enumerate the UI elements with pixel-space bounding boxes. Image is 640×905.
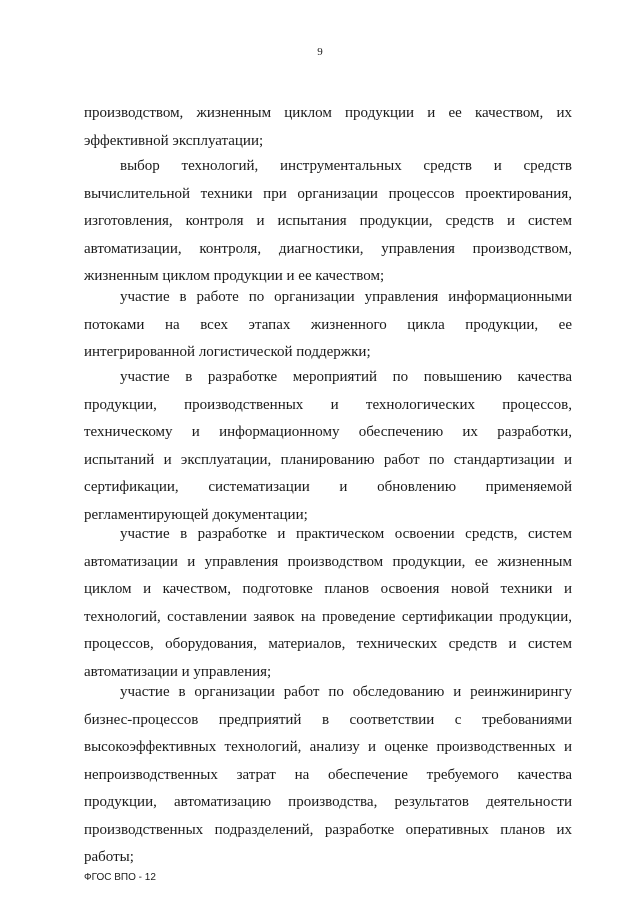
text-line: производственных подразделений, разработке оперативных планов их bbox=[84, 821, 572, 838]
text-line: эффективной эксплуатации; bbox=[84, 132, 264, 149]
text-line: участие в работе по организации управления информационными bbox=[120, 289, 572, 305]
text-line: испытаний и эксплуатации, планированию работ по стандартизации и bbox=[84, 451, 572, 468]
text-line: бизнес-процессов предприятий в соответствии с требованиями bbox=[84, 711, 572, 728]
text-line: непроизводственных затрат на обеспечение требуемого качества bbox=[84, 766, 572, 783]
text-line: автоматизации, контроля, диагностики, управления производством, bbox=[84, 240, 572, 257]
text-line: циклом и качеством, подготовке планов освоения новой техники и bbox=[84, 581, 572, 597]
text-line: производством, жизненным циклом продукции и ее качеством, их bbox=[84, 105, 572, 121]
paragraph bbox=[84, 364, 572, 529]
text-line: сертификации, систематизации и обновлению применяемой bbox=[84, 479, 572, 495]
page-number: 9 bbox=[317, 46, 323, 58]
footer-code: ФГОС ВПО - 12 bbox=[84, 872, 156, 883]
text-line: участие в разработке мероприятий по повышению качества bbox=[120, 369, 572, 385]
text-line: жизненным циклом продукции и ее качеством; bbox=[84, 268, 385, 284]
paragraph bbox=[84, 153, 572, 291]
text-line: выбор технологий, инструментальных средств и средств bbox=[120, 158, 572, 174]
paragraph bbox=[84, 521, 572, 686]
text-line: автоматизации и управления производством продукции, ее жизненным bbox=[84, 553, 572, 570]
text-line: изготовления, контроля и испытания продукции, средств и систем bbox=[84, 213, 572, 229]
text-line: вычислительной техники при организации процессов проектирования, bbox=[84, 185, 572, 202]
text-line: участие в организации работ по обследованию и реинжинирингу bbox=[120, 684, 572, 700]
text-line: потоками на всех этапах жизненного цикла продукции, ее bbox=[84, 316, 572, 333]
text-line: высокоэффективных технологий, анализу и оценке производственных и bbox=[84, 739, 572, 755]
text-line: автоматизации и управления; bbox=[84, 663, 272, 680]
paragraph bbox=[84, 100, 572, 155]
text-line: продукции, автоматизацию производства, результатов деятельности bbox=[84, 794, 572, 810]
text-line: интегрированной логистической поддержки; bbox=[84, 344, 371, 360]
text-line: регламентирующей документации; bbox=[84, 506, 308, 523]
text-line: процессов, оборудования, материалов, технических средств и систем bbox=[84, 636, 572, 652]
paragraph bbox=[84, 679, 572, 872]
text-line: технологий, составлении заявок на проведение сертификации продукции, bbox=[84, 608, 572, 625]
text-line: техническому и информационному обеспечению их разработки, bbox=[84, 424, 572, 440]
text-line: продукции, производственных и технологических процессов, bbox=[84, 396, 572, 413]
text-line: участие в разработке и практическом освоении средств, систем bbox=[120, 526, 572, 542]
text-line: работы; bbox=[84, 849, 134, 865]
paragraph bbox=[84, 284, 572, 367]
